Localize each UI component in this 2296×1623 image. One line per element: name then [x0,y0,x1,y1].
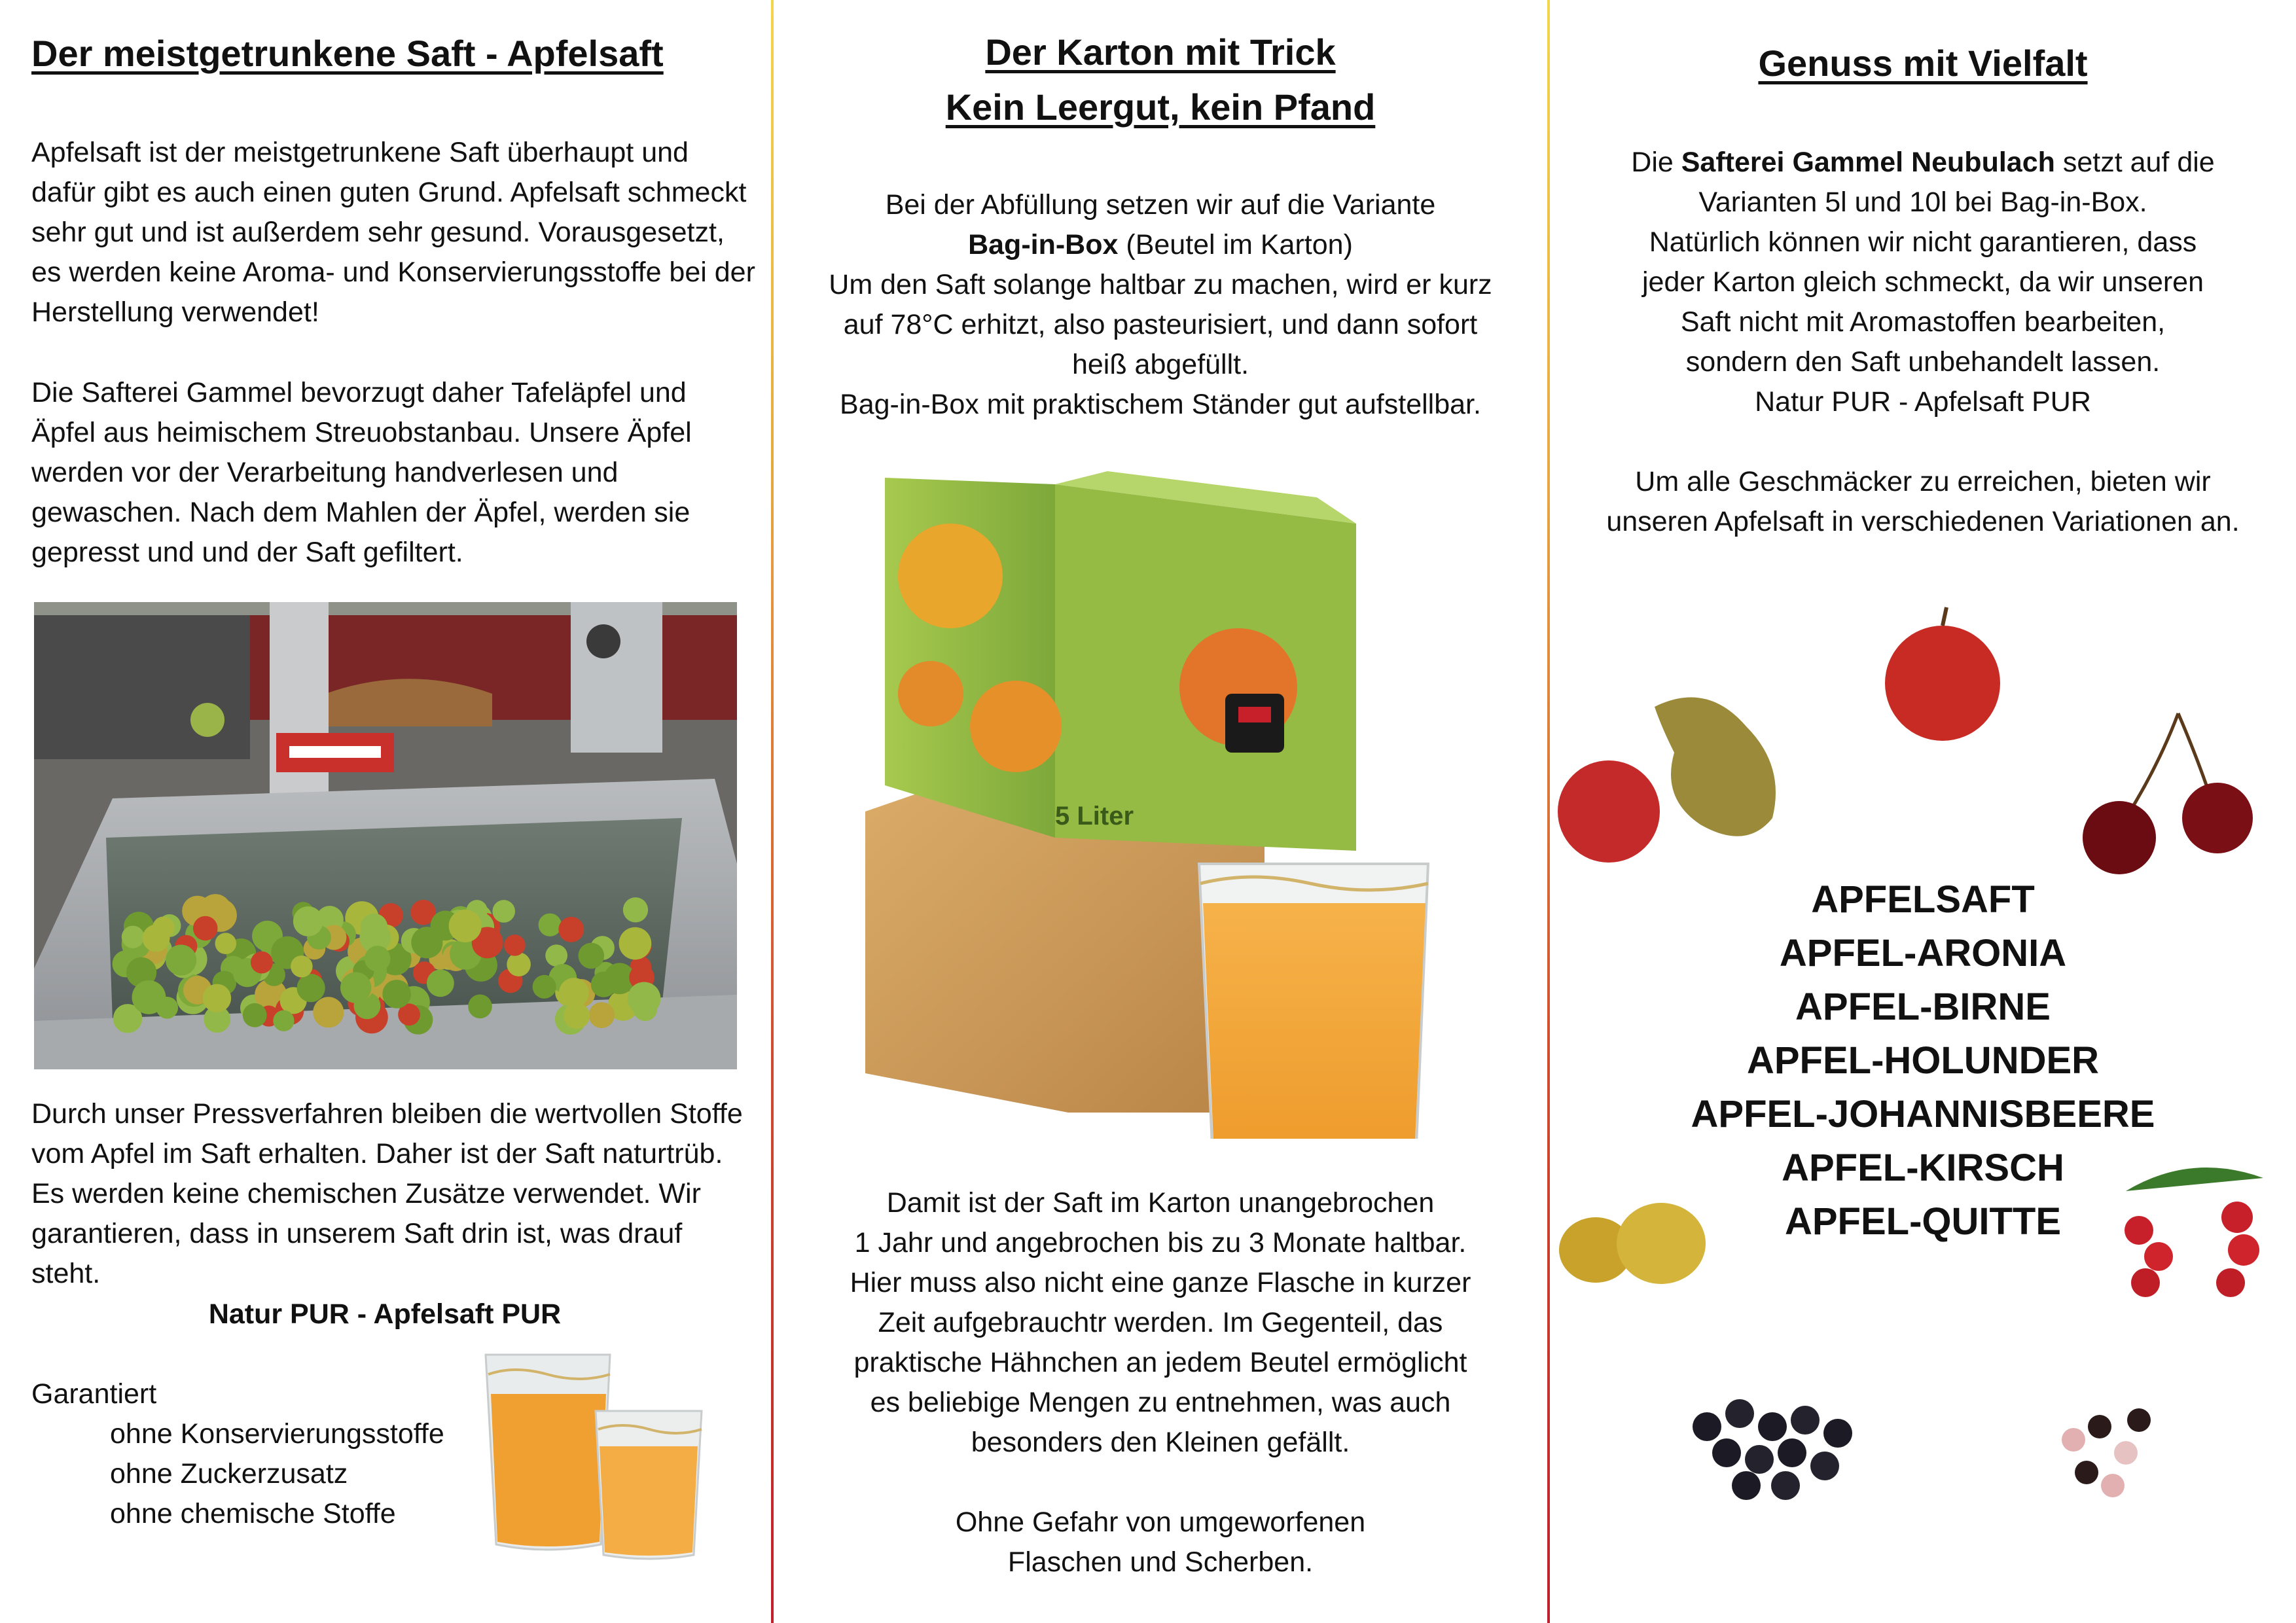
text-line: 1 Jahr und angebrochen bis zu 3 Monate haltbar. [854,1227,1467,1258]
text-line: Hier muss also nicht eine ganze Flasche in kurzer [850,1267,1471,1298]
apple-icon [449,910,482,942]
variety-item: APFEL-BIRNE [1795,986,2051,1028]
text-line: Ohne Gefahr von umgeworfenen [955,1507,1366,1538]
text-line: Bag-in-Box mit praktischem Ständer gut aufstellbar. [840,389,1481,420]
text-line: jeder Karton gleich schmeckt, da wir unseren [1641,266,2204,298]
apple-icon [291,955,313,978]
text-line: Um den Saft solange haltbar zu machen, wird er kurz [829,269,1492,300]
safterei-name: Safterei Gammel Neubulach [1681,147,2055,178]
column2-title-line1: Der Karton mit Trick [985,31,1336,73]
text-line: Varianten 5l und 10l bei Bag-in-Box. [1698,187,2147,218]
apple-icon [1885,607,2000,741]
apple-icon [293,906,323,936]
cherries-icon [2083,713,2253,874]
apple-icon [588,1002,615,1028]
apple-icon [623,897,648,922]
column3-title: Genuss mit Vielfalt [1758,43,2088,84]
guarantee-label: Garantiert [31,1378,157,1410]
apple-icon [122,925,144,948]
column-apfelsaft [0,0,771,1623]
apple-icon [340,972,371,1003]
column2-title-line2: Kein Leergut, kein Pfand [945,86,1376,128]
apple-icon [427,969,454,997]
variety-item: APFEL-KIRSCH [1782,1147,2064,1189]
column1-paragraph-1: Apfelsaft ist der meistgetrunkene Saft überhaupt und dafür gibt es auch einen guten Grund. Apfelsaft schmeckt sehr gut und ist außerdem sehr gesund. Vorausgesetzt, es werden keine Aroma- und Konservierungsstoffe bei der Herstellung verwendet! [31,137,755,328]
variety-item: APFEL-QUITTE [1784,1200,2062,1243]
apple-icon [634,997,658,1022]
apple-icon [215,933,236,954]
elderberry-icon [2062,1408,2151,1497]
text-line: Damit ist der Saft im Karton unangebrochen [886,1187,1435,1219]
apple-icon [297,974,325,1002]
guarantee-item: ohne chemische Stoffe [110,1498,396,1529]
apple-icon [203,984,231,1012]
column2-paragraph-3 [774,1503,1547,1582]
apple-icon [166,945,196,976]
bag-in-box-image [859,458,1513,1139]
guarantee-list [31,1374,476,1534]
apple-washing-photo [34,602,737,1069]
apple-icon [507,952,531,976]
aronia-berries-icon [1693,1399,1852,1500]
juice-glasses-image [482,1348,717,1564]
juice-varieties-list [1550,873,2296,1249]
apple-icon [492,900,515,923]
column1-paragraph-3: Durch unser Pressverfahren bleiben die wertvollen Stoffe vom Apfel im Saft erhalten. Daher ist der Saft naturtrüb. Es werden keine chemischen Zusätze verwendet. Wir garantieren, dass in unserem Saft drin ist, was drauf steht. [31,1098,743,1289]
apple-icon [468,995,492,1019]
column-karton [774,0,1547,1623]
apple-icon [365,946,391,972]
text-line: sondern den Saft unbehandelt lassen. [1685,346,2161,378]
box-label: 5 Liter [1055,802,1134,830]
text-line: Natürlich können wir nicht garantieren, dass [1649,226,2197,258]
variety-item: APFELSAFT [1811,878,2035,921]
guarantee-item: ohne Konservierungsstoffe [110,1418,444,1450]
column2-paragraph-1 [774,185,1547,425]
column3-paragraph-1 [1550,143,2296,422]
column3-paragraph-2 [1550,462,2296,542]
column2-paragraph-2 [774,1183,1547,1463]
variety-item: APFEL-HOLUNDER [1746,1039,2100,1082]
apple-icon [504,935,526,956]
pear-icon [1655,697,1776,836]
apple-icon [152,917,175,939]
apple-icon [251,952,273,974]
apple-icon [132,980,166,1014]
text-line: Bei der Abfüllung setzen wir auf die Variante [885,189,1436,221]
column-vielfalt [1550,0,2296,1623]
text-span: setzt auf die [2054,147,2215,178]
guarantee-item: ohne Zuckerzusatz [110,1458,348,1489]
apple-icon [578,943,604,969]
text-line: Saft nicht mit Aromastoffen bearbeiten, [1680,306,2166,338]
column2-title [774,25,1547,135]
text-line: Um alle Geschmäcker zu erreichen, bieten wir [1635,466,2211,497]
column1-natur-pur: Natur PUR - Apfelsaft PUR [208,1298,562,1330]
apple-icon [1558,760,1660,863]
column1-title: Der meistgetrunkene Saft - Apfelsaft [31,33,664,74]
text-line [774,225,1547,265]
apple-icon [273,1010,294,1031]
text-line: unseren Apfelsaft in verschiedenen Variationen an. [1606,506,2240,537]
apple-icon [411,927,442,958]
apple-washing-illustration [34,602,737,1069]
apple-icon [619,927,652,960]
apple-icon [193,916,218,941]
apple-icon [533,975,556,999]
variety-item: APFEL-JOHANNISBEERE [1691,1093,2155,1135]
apple-icon [539,914,562,936]
text-line: auf 78°C erhitzt, also pasteurisiert, und dann sofort [843,309,1478,340]
variety-item: APFEL-ARONIA [1779,932,2067,974]
apple-icon [558,917,584,942]
apple-icon [382,980,411,1008]
text-line: es beliebige Mengen zu entnehmen, was auch [870,1387,1451,1418]
text-line: Natur PUR - Apfelsaft PUR [1755,386,2091,418]
text-line: Flaschen und Scherben. [1007,1546,1314,1578]
apple-icon [564,1003,590,1029]
text-span: Die [1631,147,1681,178]
bag-in-box-bold: Bag-in-Box [968,229,1119,260]
text-line: heiß abgefüllt. [1071,349,1249,380]
apple-icon [545,944,567,967]
apple-icon [313,997,344,1027]
text-line: Zeit aufgebrauchtr werden. Im Gegenteil, das [878,1307,1443,1338]
text-span: (Beutel im Karton) [1118,229,1353,260]
column1-paragraph-2: Die Safterei Gammel bevorzugt daher Tafeläpfel und Äpfel aus heimischem Streuobstanbau. Unsere Äpfel werden vor der Verarbeitung handverlesen und gewaschen. Nach dem Mahlen der Äpfel, werden sie gepresst und und der Saft gefiltert. [31,377,692,568]
text-line: besonders den Kleinen gefällt. [971,1427,1350,1458]
apple-icon [243,1003,267,1027]
text-line [1550,143,2296,183]
text-line: praktische Hähnchen an jedem Beutel ermöglicht [853,1347,1467,1378]
apple-icon [591,972,617,997]
